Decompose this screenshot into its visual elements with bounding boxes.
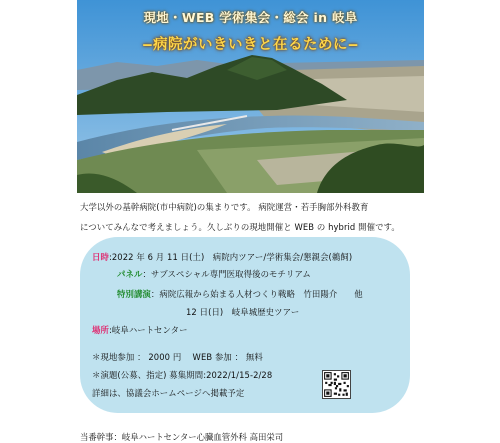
panel-text: ：サブスペシャル専門医取得後のモチリアム xyxy=(142,269,311,279)
date-row xyxy=(92,251,352,263)
day2-row: 12 日(日) 岐阜城歴史ツアー xyxy=(186,307,300,317)
hero-photo xyxy=(77,0,424,193)
panel-label: パネル xyxy=(117,269,143,279)
landscape-image xyxy=(77,0,424,193)
date-text: :2022 年 6 月 11 日(土) 病院内ツアー/学術集会/懇親会(鵜飼) xyxy=(108,252,353,262)
qr-code[interactable] xyxy=(322,370,351,399)
homepage-row: 詳細は、協議会ホームページへ掲載予定 xyxy=(92,388,245,398)
venue-row xyxy=(92,324,188,336)
intro-line-1: 大学以外の基幹病院(市中病院)の集まりです。 病院運営・若手胸部外科教育 xyxy=(80,202,369,212)
date-label: 日時 xyxy=(92,252,109,262)
venue-text: :岐阜ハートセンター xyxy=(108,325,188,335)
lecture-label: 特別講演 xyxy=(117,289,151,299)
abstract-row: ＊演題(公募、指定) 募集期間:2022/1/15-2/28 xyxy=(92,370,273,380)
organizer-footer: 当番幹事：岐阜ハートセンター心臓血管外科 高田栄司 xyxy=(80,432,284,442)
lecture-row xyxy=(117,288,363,300)
qr-code-icon xyxy=(323,371,350,398)
fee-row: ＊現地参加 ： 2000 円 WEB 参加 ： 無料 xyxy=(92,352,263,362)
intro-line-2: についてみんなで考えましょう。久しぶりの現地開催と WEB の hybrid 開催です。 xyxy=(80,222,400,232)
panel-row xyxy=(117,268,311,280)
hero-title: 現地・WEB 学術集会・総会 in 岐阜 xyxy=(143,10,358,25)
hero-subtitle: ‒病院がいきいきと在るために‒ xyxy=(142,37,359,53)
intro-paragraph xyxy=(80,197,425,237)
lecture-text: ：病院広報から始まる人材つくり戦略 竹田陽介 他 xyxy=(150,289,363,299)
venue-label: 場所 xyxy=(92,325,109,335)
